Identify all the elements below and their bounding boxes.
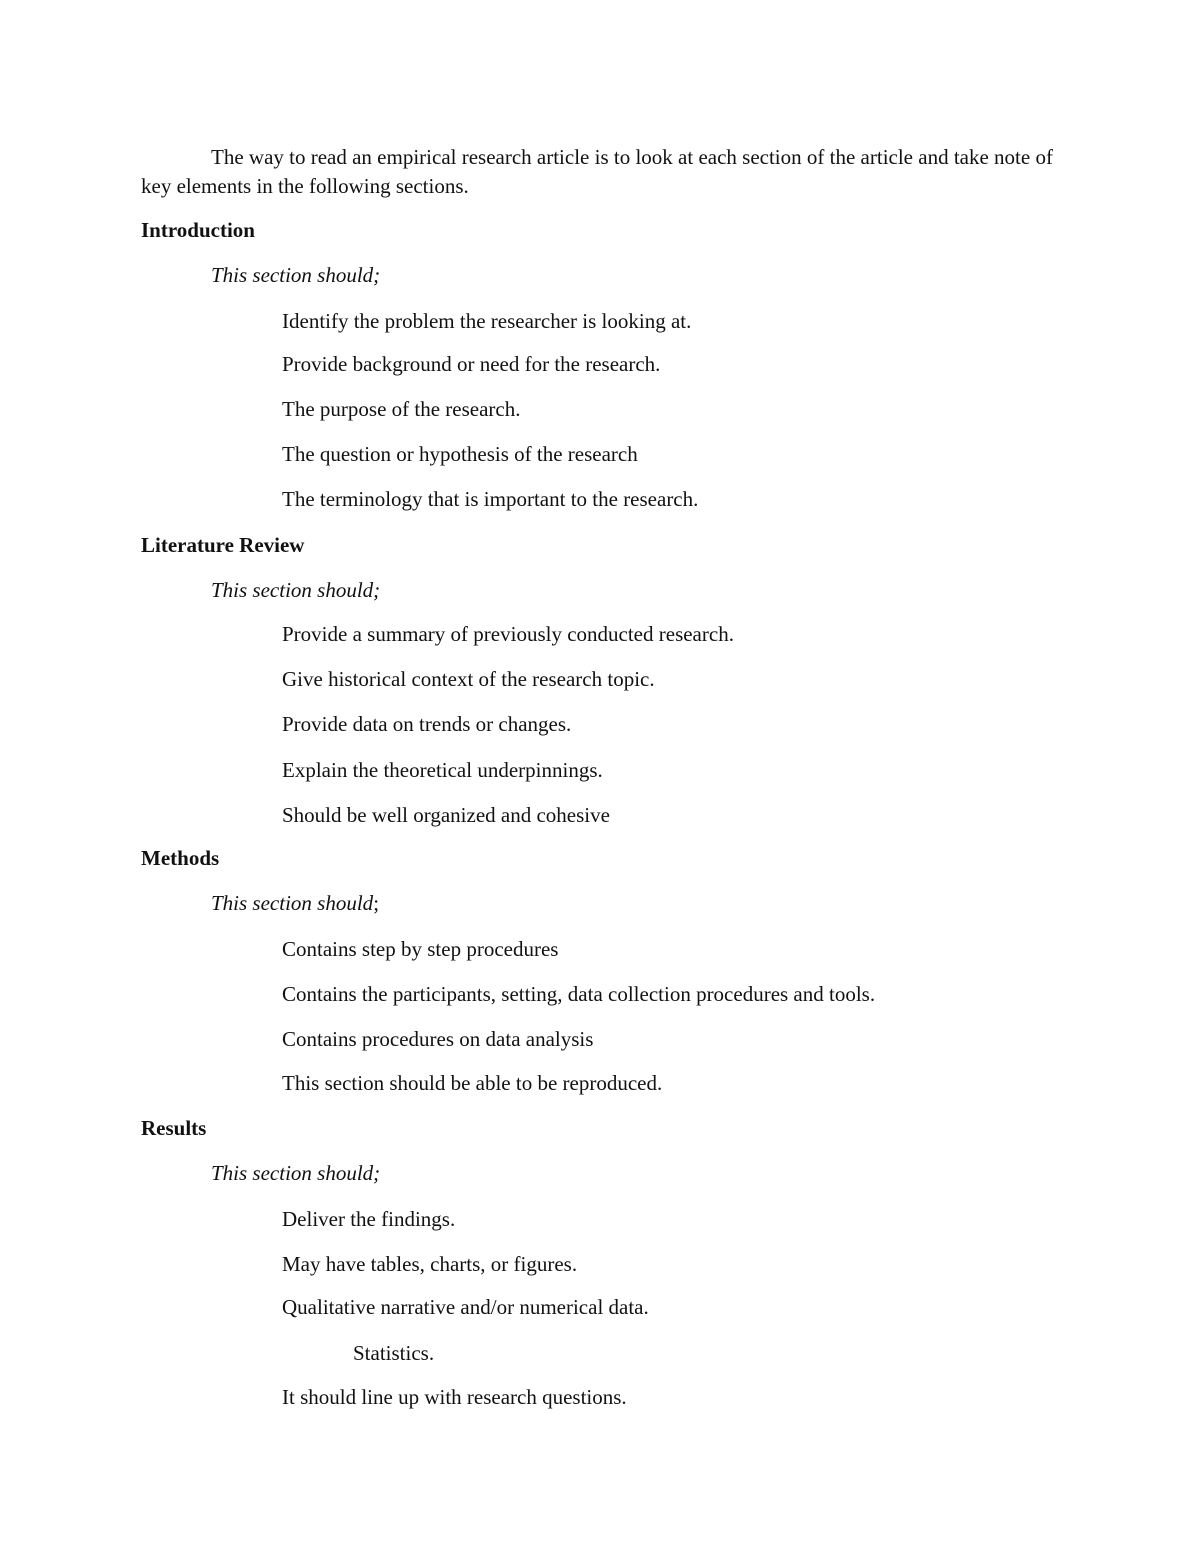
list-item: Should be well organized and cohesive bbox=[282, 803, 610, 827]
section-heading-methods: Methods bbox=[141, 846, 220, 870]
section-lead-results: This section should; bbox=[211, 1161, 381, 1185]
section-lead-introduction: This section should; bbox=[211, 263, 381, 287]
section-heading-introduction: Introduction bbox=[141, 218, 255, 242]
list-item: Provide background or need for the research. bbox=[282, 352, 661, 376]
list-subitem: Statistics. bbox=[353, 1341, 435, 1365]
list-item: This section should be able to be reproduced. bbox=[282, 1071, 663, 1095]
section-lead-methods-suffix: ; bbox=[373, 891, 380, 915]
list-item: Contains step by step procedures bbox=[282, 937, 559, 961]
list-item: Explain the theoretical underpinnings. bbox=[282, 758, 603, 782]
list-item: Identify the problem the researcher is looking at. bbox=[282, 309, 692, 333]
list-item: Provide data on trends or changes. bbox=[282, 712, 572, 736]
list-item: Provide a summary of previously conducted research. bbox=[282, 622, 734, 646]
section-lead-methods-text: This section should bbox=[211, 891, 374, 915]
list-item: Contains the participants, setting, data collection procedures and tools. bbox=[282, 982, 876, 1006]
list-item: The terminology that is important to the research. bbox=[282, 487, 699, 511]
list-item: May have tables, charts, or figures. bbox=[282, 1252, 578, 1276]
intro-paragraph: The way to read an empirical research article is to look at each section of the article and take note of key elements in the following sections. bbox=[141, 145, 1053, 198]
section-lead-methods bbox=[211, 889, 379, 917]
section-lead-literature-review: This section should; bbox=[211, 578, 381, 602]
list-item: Contains procedures on data analysis bbox=[282, 1027, 594, 1051]
list-item: The question or hypothesis of the research bbox=[282, 442, 638, 466]
list-item: Give historical context of the research topic. bbox=[282, 667, 655, 691]
list-item: Qualitative narrative and/or numerical data. bbox=[282, 1295, 649, 1319]
list-item: It should line up with research questions. bbox=[282, 1385, 627, 1409]
list-item: Deliver the findings. bbox=[282, 1207, 456, 1231]
section-heading-literature-review: Literature Review bbox=[141, 533, 305, 557]
section-heading-results: Results bbox=[141, 1116, 207, 1140]
list-item: The purpose of the research. bbox=[282, 397, 521, 421]
